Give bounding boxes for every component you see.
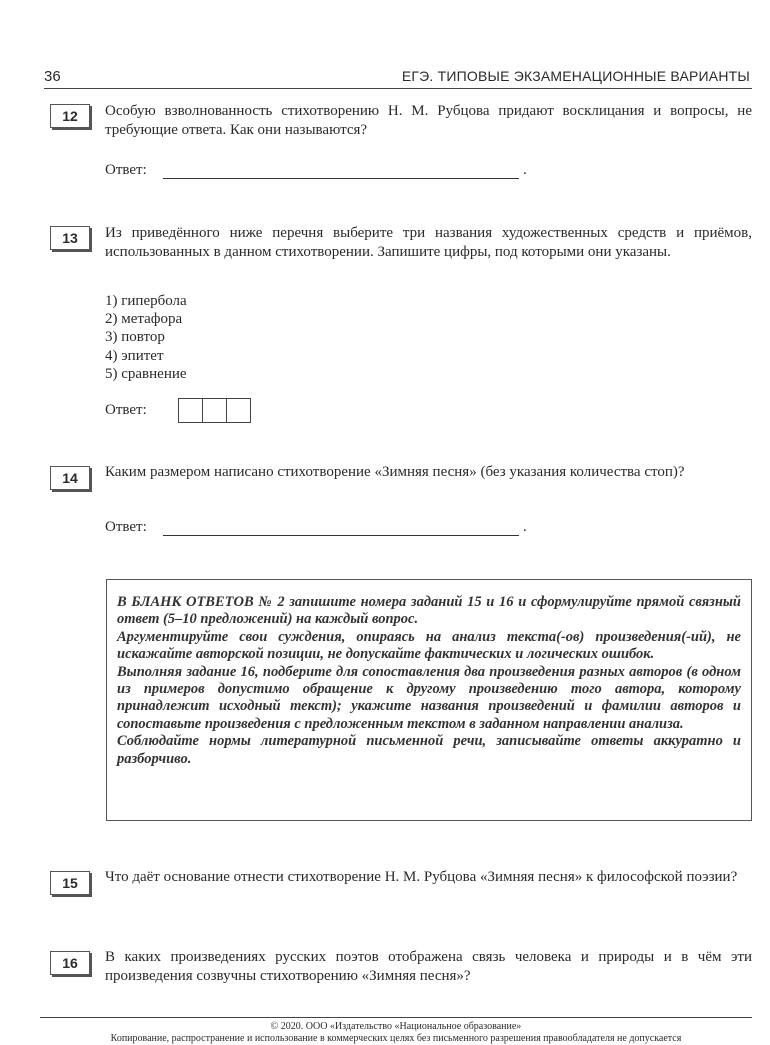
question-text: Особую взволнованность стихотворению Н. М. Рубцова придают восклицания и вопросы, не требующие ответа. Как они называются?	[105, 103, 752, 138]
task-number-box: 13	[50, 226, 90, 250]
options-list	[105, 292, 187, 383]
option-item: 5) сравнение	[105, 365, 187, 382]
option-item: 3) повтор	[105, 329, 165, 346]
answer-cell[interactable]	[203, 399, 227, 422]
task-number-box: 14	[50, 466, 90, 490]
answer-label: Ответ:	[105, 162, 147, 178]
question-text: В каких произведениях русских поэтов отображена связь человека и природы и в чём эти произведения созвучны стихотворению «Зимняя песня»?	[105, 949, 752, 984]
task-number-box: 15	[50, 871, 90, 895]
answer-row	[105, 402, 147, 419]
question-text: Из приведённого ниже перечня выберите три названия художественных средств и приёмов, использованных в данном стихотворении. Запишите цифры, под которыми они указаны.	[105, 225, 752, 260]
option-item: 4) эпитет	[105, 347, 164, 364]
answer-row	[105, 519, 527, 536]
instruction-paragraph: Аргументируйте свои суждения, опираясь на анализ текста(-ов) произведения(-ий), не искажайте авторской позиции, не допускайте фактических и логических ошибок.	[117, 628, 741, 663]
task-number-box: 16	[50, 951, 90, 975]
answer-line-end: .	[523, 519, 527, 535]
option-item: 1) гипербола	[105, 293, 187, 309]
page-header	[44, 66, 752, 89]
answer-row	[105, 162, 527, 179]
answer-cell[interactable]	[227, 399, 250, 422]
answer-line-end: .	[523, 162, 527, 178]
instruction-paragraph: Выполняя задание 16, подберите для сопоставления два произведения разных авторов (в одном из примеров допустимо обращение к другому произведению того автора, которому принадлежит исходный текст); укажите названия произведений и фамилии авторов и сопоставьте произведения с предложенным текстом в заданном направлении анализа.	[117, 663, 741, 732]
instruction-paragraph: В БЛАНК ОТВЕТОВ № 2 запишите номера заданий 15 и 16 и сформулируйте прямой связный ответ (5–10 предложений) на каждый вопрос.	[117, 594, 741, 628]
answer-cells	[178, 398, 251, 423]
option-item: 2) метафора	[105, 311, 183, 328]
page-number: 36	[44, 68, 61, 85]
answer-cell[interactable]	[179, 399, 203, 422]
copyright-line: © 2020. ООО «Издательство «Национальное образование»	[270, 1021, 522, 1032]
copyright-notice: Копирование, распространение и использование в коммерческих целях без письменного разрешения правообладателя не допускается	[110, 1033, 682, 1044]
answer-line[interactable]	[163, 178, 519, 179]
question-text: Каким размером написано стихотворение «Зимняя песня» (без указания количества стоп)?	[105, 464, 685, 480]
answer-label: Ответ:	[105, 402, 147, 418]
answer-label: Ответ:	[105, 519, 147, 535]
instruction-paragraph: Соблюдайте нормы литературной письменной речи, записывайте ответы аккуратно и разборчиво.	[117, 733, 741, 767]
page-footer	[40, 1017, 752, 1045]
header-title: ЕГЭ. ТИПОВЫЕ ЭКЗАМЕНАЦИОННЫЕ ВАРИАНТЫ	[401, 68, 750, 84]
task-number-box: 12	[50, 104, 90, 128]
answer-line[interactable]	[163, 535, 519, 536]
question-text: Что даёт основание отнести стихотворение Н. М. Рубцова «Зимняя песня» к философской поэзии?	[105, 869, 738, 885]
instructions-box	[106, 579, 752, 821]
